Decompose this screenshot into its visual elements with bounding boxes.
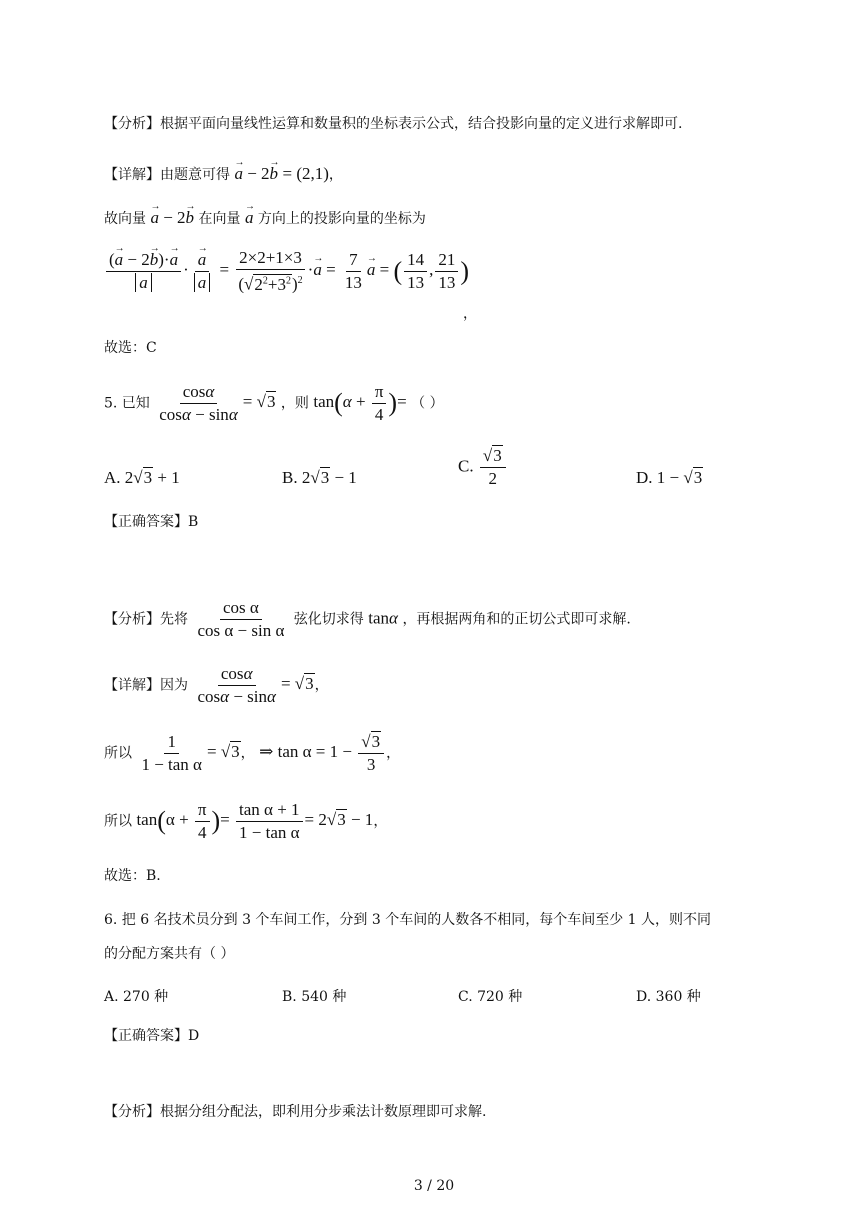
- q6-option-a: A. 270 种: [104, 989, 169, 1005]
- q6-line-1: 6. 把 6 名技术员分到 3 个车间工作，分到 3 个车间的人数各不相同，每个车间至少 1 人，则不同: [104, 912, 712, 928]
- q5-analysis: 【分析】先将 $\frac{\text{cos α}}{\text{cos α − sin α}}$ 弦化切求得 tanα ，再根据两角和的正切公式即可求解.: [104, 598, 631, 640]
- q5-detail: 【详解】因为 $\frac{\cos\alpha}{\cos\alpha - \sin\alpha}$ = √3，: [104, 664, 329, 706]
- proj-text-2: 在向量: [198, 211, 241, 227]
- answer-paren: （ ）: [411, 395, 444, 412]
- detail-tag: 【详解】: [104, 677, 160, 694]
- q4-projection-intro: [104, 208, 426, 229]
- proj-text-3: 方向上的投影向量的坐标为: [257, 211, 426, 227]
- page-number: 3 / 20: [413, 1178, 455, 1194]
- q6-analysis: 【分析】根据分组分配法，即利用分步乘法计数原理即可求解.: [104, 1104, 487, 1120]
- detail-text: 由题意可得: [160, 167, 230, 183]
- q6-line-2: 的分配方案共有（ ）: [104, 946, 235, 962]
- q5-step-1: 所以 $\frac{1}{\text{1 − tan α}}$ = √3， ⇒ tan α = 1 − $\frac{√3}{3}$ ，: [104, 732, 401, 774]
- q6-option-c: C. 720 种: [458, 989, 523, 1005]
- q5-number: 5. 已知: [104, 395, 150, 412]
- option-c: C. $\frac{√3}{2}$: [458, 446, 508, 489]
- q5-correct: 【正确答案】B: [104, 514, 199, 530]
- vector-expression: → a − 2→ b: [234, 164, 278, 183]
- detail-tag: 【详解】: [104, 167, 160, 183]
- comma: ，: [463, 306, 477, 322]
- q4-analysis: [104, 114, 682, 134]
- q5-answer: 故选：B.: [104, 868, 161, 884]
- proj-text-1: 故向量: [104, 211, 146, 227]
- q6-correct: 【正确答案】D: [104, 1028, 200, 1044]
- q5-step-2: 所以 tan(α + $\frac{\pi}{4}$ )= $\frac{\text{tan α + 1}}{\text{1 − tan α}}$ = 2√3 − 1，: [104, 800, 388, 842]
- q5-stem: [104, 382, 444, 425]
- analysis-text: 根据平面向量线性运算和数量积的坐标表示公式，结合投影向量的定义进行求解即可.: [160, 116, 683, 132]
- then-text: ，则: [280, 395, 309, 412]
- projection-formula: $\frac{(\to a - 2\to b)\cdot\to a}{a}$ · → $\frac{a}{a}$ = $\frac{2\times 2+1\times 3}{(√2^2+3^2)^2}$ ·→ a = $\frac{7}{13}$ → a = ( $\frac{14}{13}$ , $\frac{21}{13}$ ): [104, 248, 469, 295]
- analysis-tag: 【分析】: [104, 611, 160, 628]
- option-d: D. 1 − √3: [636, 468, 703, 487]
- tan-expression: tan(α + $\frac{\pi}{4}$ )=: [313, 382, 407, 424]
- vector-result: = (2,1): [282, 164, 329, 183]
- vector-a: → a: [245, 208, 254, 227]
- q6-option-b: B. 540 种: [282, 989, 347, 1005]
- q4-answer: 故选：C: [104, 340, 157, 356]
- option-a: A. 2√3 + 1: [104, 468, 180, 487]
- q4-detail: 【详解】由题意可得 → a − 2→ b = (2,1)，: [104, 164, 343, 185]
- option-b: B. 2√3 − 1: [282, 468, 357, 487]
- q6-option-d: D. 360 种: [636, 989, 701, 1005]
- vector-a-minus-2b: → a − 2→ b: [150, 208, 194, 227]
- analysis-tag: 【分析】: [104, 116, 160, 132]
- given-equation: $\frac{\cos\alpha}{\cos\alpha - \sin\alpha}$ = √3: [159, 382, 276, 424]
